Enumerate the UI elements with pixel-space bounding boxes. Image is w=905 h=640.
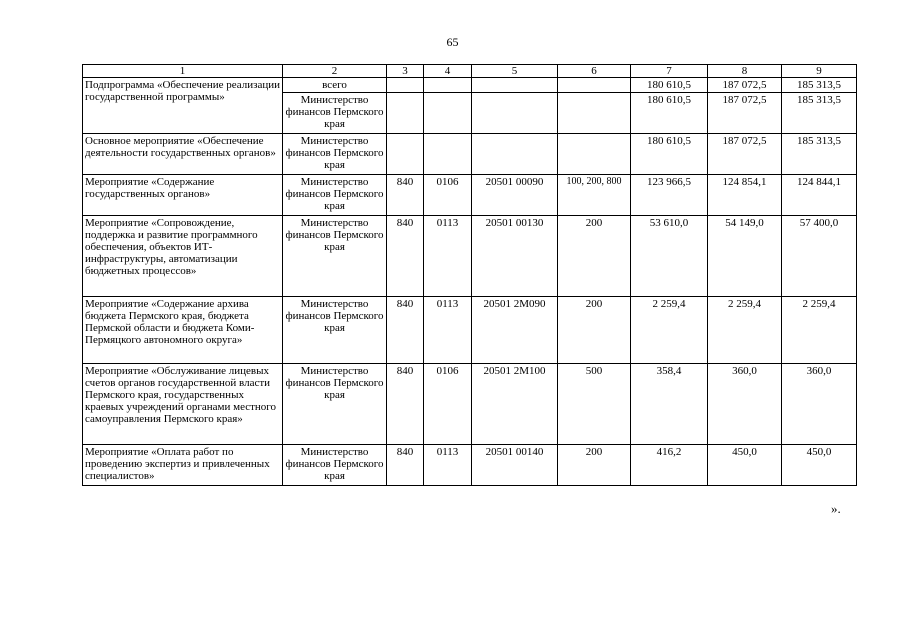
code-cell — [424, 134, 472, 175]
code-cell: 840 — [387, 175, 424, 216]
code-cell: 0113 — [424, 297, 472, 364]
table-row — [83, 78, 857, 93]
value-cell: 53 610,0 — [631, 216, 708, 297]
table-row — [83, 364, 857, 445]
code-cell: 840 — [387, 364, 424, 445]
activity-name: Мероприятие «Оплата работ по проведению экспертиз и привлеченных специалистов» — [83, 445, 283, 486]
value-cell: 187 072,5 — [708, 134, 782, 175]
value-cell: 2 259,4 — [708, 297, 782, 364]
value-cell: 360,0 — [708, 364, 782, 445]
empty-cell — [387, 78, 424, 93]
code-cell: 0113 — [424, 216, 472, 297]
value-cell: 185 313,5 — [782, 134, 857, 175]
code-cell: 200 — [558, 297, 631, 364]
code-cell: 20501 00130 — [472, 216, 558, 297]
executor-cell: Министерство финансов Пермского края — [283, 93, 387, 134]
executor-cell: Министерство финансов Пермского края — [283, 364, 387, 445]
empty-cell — [424, 78, 472, 93]
code-cell: 20501 2М090 — [472, 297, 558, 364]
value-cell: 54 149,0 — [708, 216, 782, 297]
executor-cell: Министерство финансов Пермского края — [283, 175, 387, 216]
value-cell: 123 966,5 — [631, 175, 708, 216]
subprogram-name: Подпрограмма «Обеспечение реализации государственной программы» — [83, 78, 283, 134]
value-cell: 2 259,4 — [782, 297, 857, 364]
activity-name: Мероприятие «Содержание государственных органов» — [83, 175, 283, 216]
table-row — [83, 216, 857, 297]
value-cell: 185 313,5 — [782, 78, 857, 93]
value-cell: 2 259,4 — [631, 297, 708, 364]
value-cell: 180 610,5 — [631, 134, 708, 175]
code-cell: 20501 00090 — [472, 175, 558, 216]
empty-cell — [558, 93, 631, 134]
executor-cell: Министерство финансов Пермского края — [283, 134, 387, 175]
activity-name: Мероприятие «Содержание архива бюджета Пермского края, бюджета Пермской области и бюджета Коми-Пермяцкого автономного округа» — [83, 297, 283, 364]
code-cell: 0106 — [424, 364, 472, 445]
column-header-7: 7 — [631, 65, 708, 78]
value-cell: 360,0 — [782, 364, 857, 445]
column-header-1: 1 — [83, 65, 283, 78]
table-row — [83, 297, 857, 364]
table-row — [83, 134, 857, 175]
empty-cell — [387, 93, 424, 134]
value-cell: 180 610,5 — [631, 93, 708, 134]
code-cell: 100, 200, 800 — [558, 175, 631, 216]
value-cell: 180 610,5 — [631, 78, 708, 93]
value-cell: 450,0 — [782, 445, 857, 486]
empty-cell — [558, 78, 631, 93]
code-cell: 200 — [558, 445, 631, 486]
column-header-4: 4 — [424, 65, 472, 78]
value-cell: 124 854,1 — [708, 175, 782, 216]
column-header-9: 9 — [782, 65, 857, 78]
code-cell: 20501 2М100 — [472, 364, 558, 445]
value-cell: 57 400,0 — [782, 216, 857, 297]
table-row — [83, 445, 857, 486]
activity-name: Основное мероприятие «Обеспечение деятельности государственных органов» — [83, 134, 283, 175]
code-cell: 0106 — [424, 175, 472, 216]
code-cell: 840 — [387, 297, 424, 364]
code-cell: 500 — [558, 364, 631, 445]
budget-table — [82, 64, 857, 486]
column-header-3: 3 — [387, 65, 424, 78]
value-cell: 450,0 — [708, 445, 782, 486]
code-cell — [387, 134, 424, 175]
code-cell: 200 — [558, 216, 631, 297]
table-row — [83, 175, 857, 216]
executor-cell: Министерство финансов Пермского края — [283, 216, 387, 297]
executor-cell: Министерство финансов Пермского края — [283, 297, 387, 364]
code-cell — [472, 134, 558, 175]
code-cell — [558, 134, 631, 175]
header-row — [83, 65, 857, 78]
code-cell: 20501 00140 — [472, 445, 558, 486]
activity-name: Мероприятие «Сопровождение, поддержка и развитие программного обеспечения, объектов ИТ-инфраструктуры, автоматизации бюджетных процессов» — [83, 216, 283, 297]
column-header-6: 6 — [558, 65, 631, 78]
value-cell: 416,2 — [631, 445, 708, 486]
value-cell: 124 844,1 — [782, 175, 857, 216]
value-cell: 358,4 — [631, 364, 708, 445]
total-label: всего — [283, 78, 387, 93]
value-cell: 187 072,5 — [708, 93, 782, 134]
empty-cell — [424, 93, 472, 134]
column-header-5: 5 — [472, 65, 558, 78]
value-cell: 185 313,5 — [782, 93, 857, 134]
executor-cell: Министерство финансов Пермского края — [283, 445, 387, 486]
column-header-8: 8 — [708, 65, 782, 78]
closing-quote-mark: ». — [831, 501, 841, 516]
empty-cell — [472, 93, 558, 134]
empty-cell — [472, 78, 558, 93]
code-cell: 0113 — [424, 445, 472, 486]
code-cell: 840 — [387, 216, 424, 297]
column-header-2: 2 — [283, 65, 387, 78]
page-number: 65 — [446, 35, 459, 49]
code-cell: 840 — [387, 445, 424, 486]
activity-name: Мероприятие «Обслуживание лицевых счетов органов государственной власти Пермского края, государственных краевых учреждений органами местного самоуправления Пермского края» — [83, 364, 283, 445]
value-cell: 187 072,5 — [708, 78, 782, 93]
